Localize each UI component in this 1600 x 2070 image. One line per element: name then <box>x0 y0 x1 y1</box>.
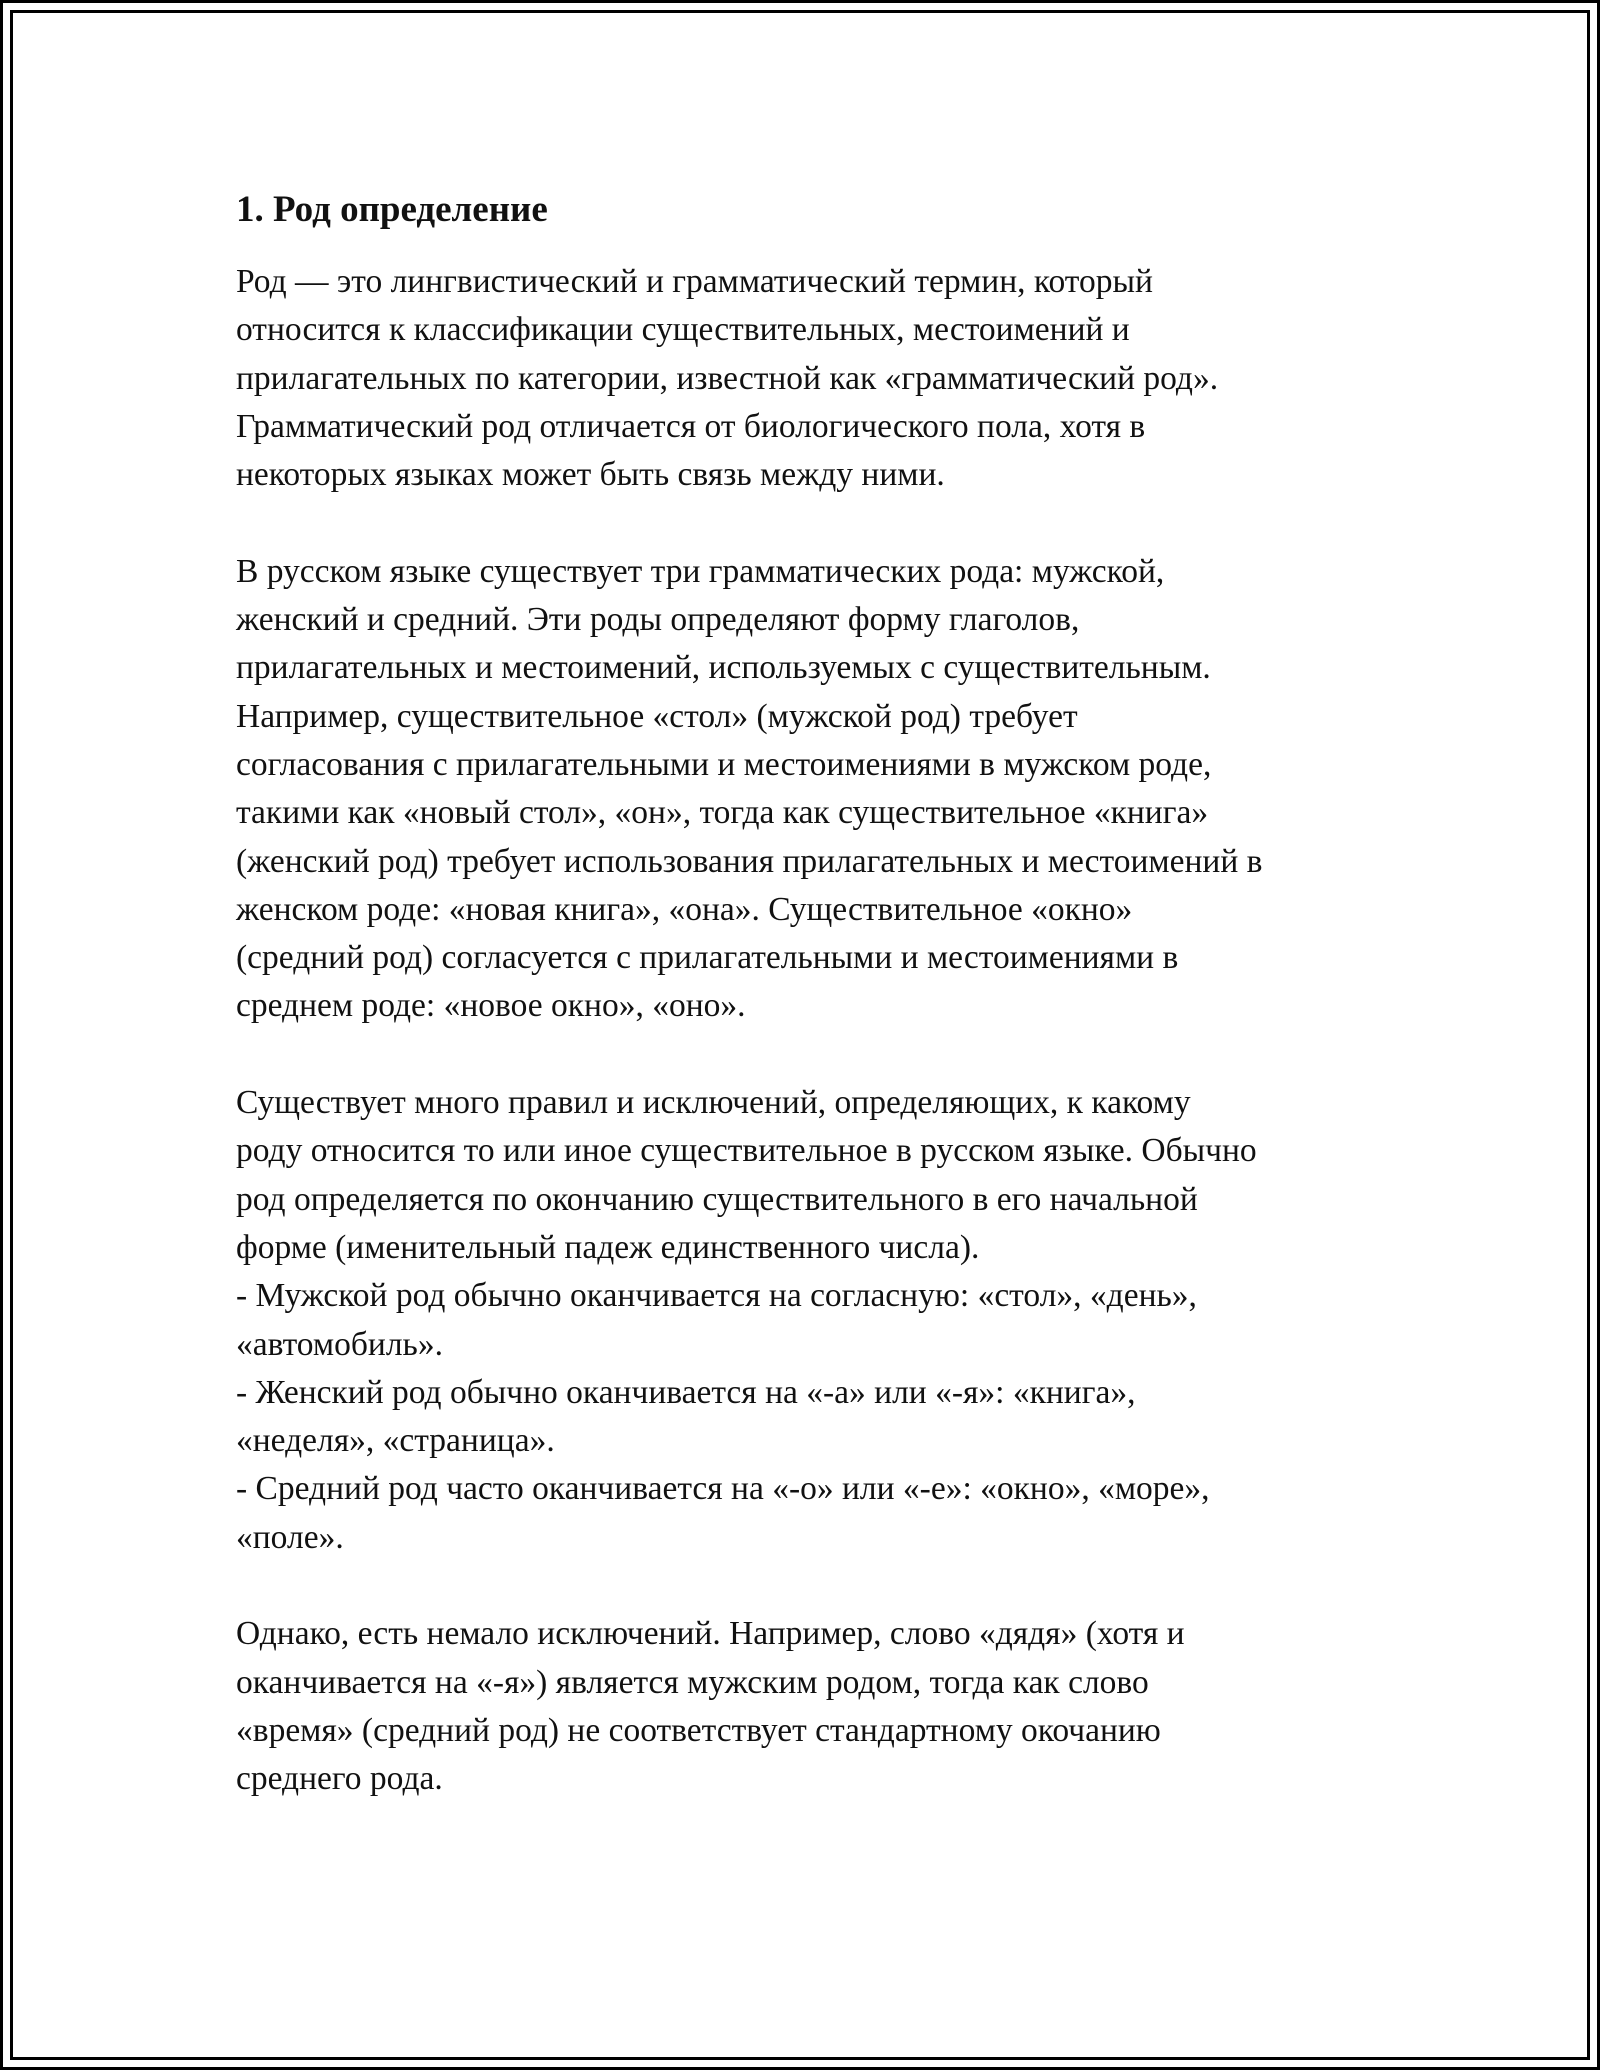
paragraph-exceptions <box>236 1610 1366 1803</box>
list-item-feminine-cont: «неделя», «страница». <box>236 1422 555 1460</box>
text-line: (средний род) согласуется с прилагательными и местоимениями в <box>236 939 1179 977</box>
text-line: среднего рода. <box>236 1760 443 1798</box>
text-line: среднем роде: «новое окно», «оно». <box>236 987 746 1025</box>
text-line: относится к классификации существительных, местоимений и <box>236 311 1130 349</box>
paragraph-russian-genders <box>236 548 1366 1031</box>
list-item-neuter: - Средний род часто оканчивается на «-о» или «-е»: «окно», «море», <box>236 1470 1210 1508</box>
text-line: роду относится то или иное существительное в русском языке. Обычно <box>236 1132 1257 1170</box>
text-line: согласования с прилагательными и местоимениями в мужском роде, <box>236 745 1212 783</box>
text-line: (женский род) требует использования прилагательных и местоимений в <box>236 842 1263 880</box>
paragraph-definition <box>236 258 1366 499</box>
list-item-masculine-cont: «автомобиль». <box>236 1325 443 1363</box>
text-line: оканчивается на «-я») является мужским родом, тогда как слово <box>236 1663 1149 1701</box>
list-item-neuter-cont: «поле». <box>236 1518 344 1556</box>
text-line: Однако, есть немало исключений. Например, слово «дядя» (хотя и <box>236 1615 1185 1653</box>
list-item-feminine: - Женский род обычно оканчивается на «-а» или «-я»: «книга», <box>236 1373 1136 1411</box>
text-line: «время» (средний род) не соответствует стандартному окочанию <box>236 1711 1161 1749</box>
list-item-masculine: - Мужской род обычно оканчивается на согласную: «стол», «день», <box>236 1277 1197 1315</box>
text-line: Грамматический род отличается от биологического пола, хотя в <box>236 407 1146 445</box>
text-line: Существует много правил и исключений, определяющих, к какому <box>236 1084 1191 1122</box>
section-heading: 1. Род определение <box>236 189 548 230</box>
document-body <box>236 186 1366 1852</box>
text-line: форме (именительный падеж единственного числа). <box>236 1228 980 1266</box>
text-line: прилагательных по категории, известной как «грамматический род». <box>236 359 1219 397</box>
text-line: такими как «новый стол», «он», тогда как существительное «книга» <box>236 794 1209 832</box>
text-line: В русском языке существует три грамматических рода: мужской, <box>236 552 1165 590</box>
text-line: прилагательных и местоимений, используемых с существительным. <box>236 649 1211 687</box>
text-line: некоторых языках может быть связь между ними. <box>236 456 945 494</box>
text-line: Например, существительное «стол» (мужской род) требует <box>236 697 1078 735</box>
text-line: Род — это лингвистический и грамматический термин, который <box>236 263 1153 300</box>
text-line: женский и средний. Эти роды определяют форму глаголов, <box>236 601 1080 639</box>
text-line: женском роде: «новая книга», «она». Существительное «окно» <box>236 890 1133 928</box>
paragraph-rules <box>236 1079 1366 1562</box>
text-line: род определяется по окончанию существительного в его начальной <box>236 1180 1198 1218</box>
